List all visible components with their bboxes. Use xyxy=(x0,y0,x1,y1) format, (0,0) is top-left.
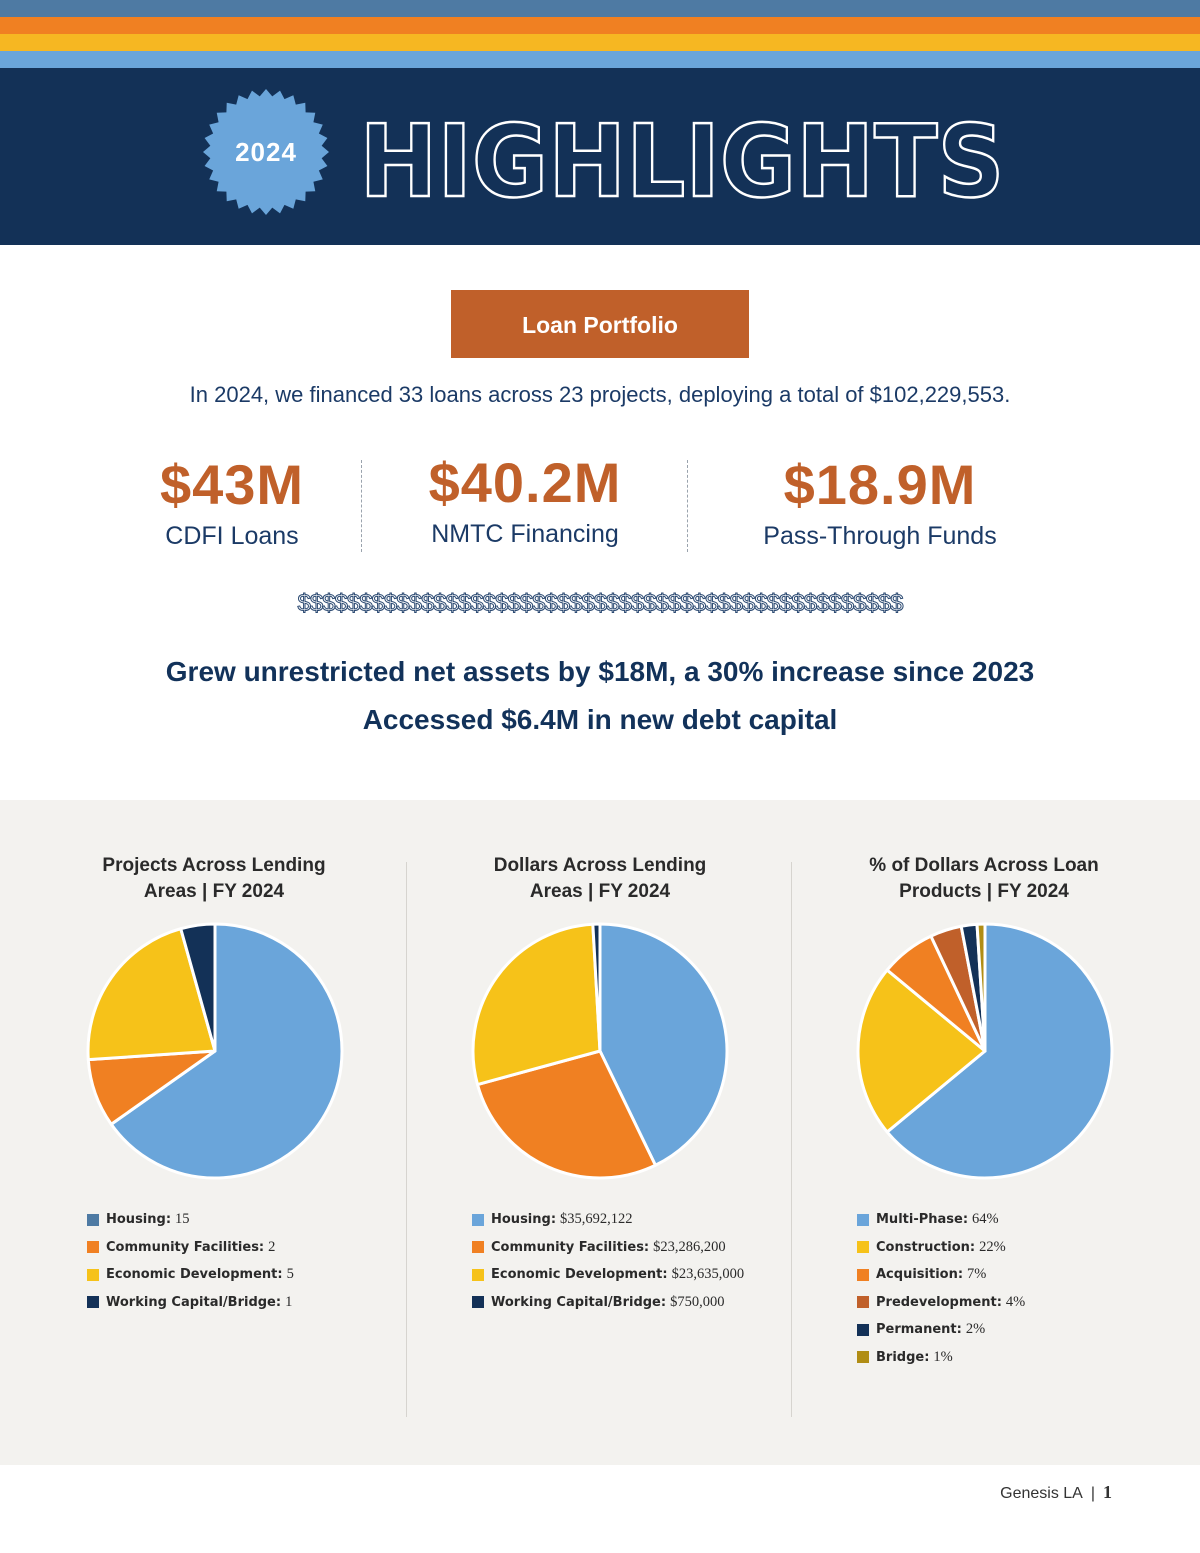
stripe-lightblue xyxy=(0,51,1200,68)
legend-swatch xyxy=(857,1296,869,1308)
legend-label: Predevelopment: xyxy=(876,1294,1002,1310)
legend-value: 15 xyxy=(175,1211,190,1228)
legend-products xyxy=(857,1206,1025,1371)
legend-label: Multi-Phase: xyxy=(876,1212,969,1228)
legend-swatch xyxy=(87,1269,99,1281)
footer-org: Genesis LA xyxy=(1000,1485,1083,1502)
legend-dollars xyxy=(472,1206,744,1316)
stat-passthrough-label: Pass-Through Funds xyxy=(763,522,997,550)
year-badge-label: 2024 xyxy=(235,137,297,167)
achievement-debt-capital: Accessed $6.4M in new debt capital xyxy=(362,704,838,735)
legend-swatch xyxy=(857,1241,869,1253)
stripe-yellow xyxy=(0,34,1200,51)
year-badge xyxy=(202,88,330,216)
pie-chart-products xyxy=(854,920,1116,1182)
legend-swatch xyxy=(857,1214,869,1226)
legend-swatch xyxy=(857,1269,869,1281)
legend-value: $23,286,200 xyxy=(653,1238,726,1255)
legend-item-working-capital-bridge xyxy=(472,1289,744,1317)
legend-label: Community Facilities: xyxy=(491,1239,650,1255)
legend-swatch xyxy=(472,1241,484,1253)
loan-portfolio-label: Loan Portfolio xyxy=(451,290,749,358)
legend-swatch xyxy=(472,1214,484,1226)
page-footer xyxy=(1000,1482,1112,1503)
chart-title-line: Products | FY 2024 xyxy=(899,881,1069,902)
footer-separator: | xyxy=(1090,1485,1095,1502)
page-title-text: HIGHLIGHTS xyxy=(359,103,1005,212)
chart-title-projects xyxy=(64,853,364,905)
legend-item-predevelopment xyxy=(857,1289,1025,1317)
legend-label: Bridge: xyxy=(876,1349,930,1365)
stat-passthrough-value: $18.9M xyxy=(783,453,977,516)
legend-label: Construction: xyxy=(876,1239,976,1255)
legend-projects xyxy=(87,1206,294,1316)
dollar-sign-divider: $$$$$$$$$$$$$$$$$$$$$$$$$$$$$$$$$$$$$$$$$$$$$$$$$ xyxy=(297,590,903,617)
panel-divider xyxy=(791,862,792,1417)
legend-label: Community Facilities: xyxy=(106,1239,265,1255)
legend-swatch xyxy=(87,1241,99,1253)
legend-value: $23,635,000 xyxy=(671,1266,745,1283)
legend-swatch xyxy=(857,1324,869,1336)
legend-item-acquisition xyxy=(857,1261,1025,1289)
legend-value: $35,692,122 xyxy=(560,1211,633,1228)
page-number: 1 xyxy=(1103,1482,1112,1502)
stripe-orange xyxy=(0,17,1200,34)
stat-divider xyxy=(361,460,362,552)
stripe-steel xyxy=(0,0,1200,17)
legend-label: Permanent: xyxy=(876,1322,962,1338)
legend-label: Working Capital/Bridge: xyxy=(491,1294,667,1310)
stat-nmtc-label: NMTC Financing xyxy=(431,520,619,548)
legend-item-housing xyxy=(87,1206,294,1234)
legend-item-bridge xyxy=(857,1344,1025,1372)
legend-label: Economic Development: xyxy=(106,1267,283,1283)
legend-swatch xyxy=(857,1351,869,1363)
stat-divider xyxy=(687,460,688,552)
stat-nmtc-value: $40.2M xyxy=(428,451,622,514)
stat-cdfi-label: CDFI Loans xyxy=(165,522,299,550)
stat-cdfi-value: $43M xyxy=(159,453,305,516)
legend-value: 1 xyxy=(285,1293,293,1310)
portfolio-intro: In 2024, we financed 33 loans across 23 projects, deploying a total of $102,229,553. xyxy=(189,382,1011,407)
legend-swatch xyxy=(87,1296,99,1308)
chart-title-line: % of Dollars Across Loan xyxy=(869,855,1099,876)
legend-label: Acquisition: xyxy=(876,1267,964,1283)
legend-swatch xyxy=(472,1269,484,1281)
legend-item-construction xyxy=(857,1234,1025,1262)
legend-value: 64% xyxy=(972,1211,999,1228)
chart-title-line: Areas | FY 2024 xyxy=(143,881,285,902)
legend-item-community-facilities xyxy=(472,1234,744,1262)
legend-value: 22% xyxy=(979,1238,1006,1255)
legend-label: Economic Development: xyxy=(491,1267,668,1283)
chart-title-line: Areas | FY 2024 xyxy=(529,881,671,902)
legend-label: Working Capital/Bridge: xyxy=(106,1294,282,1310)
legend-label: Housing: xyxy=(106,1212,172,1228)
legend-swatch xyxy=(87,1214,99,1226)
achievement-net-assets: Grew unrestricted net assets by $18M, a 30% increase since 2023 xyxy=(165,656,1035,687)
panel-divider xyxy=(406,862,407,1417)
chart-title-line: Dollars Across Lending xyxy=(493,855,707,876)
legend-item-permanent xyxy=(857,1316,1025,1344)
pie-chart-projects xyxy=(84,920,346,1182)
legend-value: 5 xyxy=(286,1266,294,1283)
chart-title-dollars xyxy=(450,853,750,905)
page-title xyxy=(352,102,1012,212)
legend-swatch xyxy=(472,1296,484,1308)
legend-value: 7% xyxy=(967,1266,987,1283)
legend-item-economic-development xyxy=(472,1261,744,1289)
legend-item-multi-phase xyxy=(857,1206,1025,1234)
legend-value: 2% xyxy=(965,1321,986,1338)
legend-value: 2 xyxy=(268,1238,276,1255)
chart-title-products xyxy=(834,853,1134,905)
legend-item-housing xyxy=(472,1206,744,1234)
chart-title-line: Projects Across Lending xyxy=(102,855,326,876)
legend-label: Housing: xyxy=(491,1212,557,1228)
pie-chart-dollars xyxy=(469,920,731,1182)
legend-item-community-facilities xyxy=(87,1234,294,1262)
legend-value: 1% xyxy=(933,1348,953,1365)
legend-item-economic-development xyxy=(87,1261,294,1289)
legend-item-working-capital-bridge xyxy=(87,1289,294,1317)
legend-value: 4% xyxy=(1005,1293,1026,1310)
legend-value: $750,000 xyxy=(670,1293,725,1310)
